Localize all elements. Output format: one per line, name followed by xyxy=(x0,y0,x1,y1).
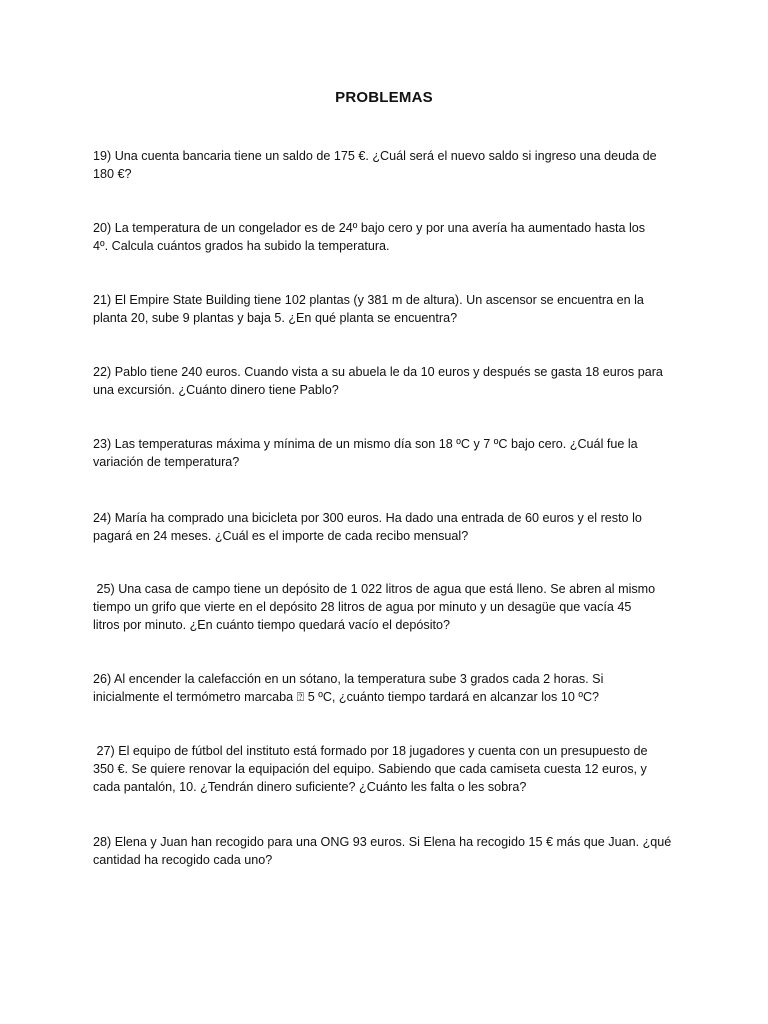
problem-line: pagará en 24 meses. ¿Cuál es el importe de cada recibo mensual? xyxy=(93,529,469,543)
problem-20 xyxy=(93,219,677,255)
page-title: PROBLEMAS xyxy=(335,89,433,106)
problem-line: cada pantalón, 10. ¿Tendrán dinero suficiente? ¿Cuánto les falta o les sobra? xyxy=(93,780,527,794)
problem-28 xyxy=(93,833,677,869)
problem-26 xyxy=(93,670,677,706)
problem-line: 26) Al encender la calefacción en un sótano, la temperatura sube 3 grados cada 2 horas. Si xyxy=(93,672,604,686)
problem-line: 23) Las temperaturas máxima y mínima de un mismo día son 18 ºC y 7 ºC bajo cero. ¿Cuál fue la xyxy=(93,437,638,451)
problem-21 xyxy=(93,291,677,327)
problem-line: 22) Pablo tiene 240 euros. Cuando vista a su abuela le da 10 euros y después se gasta 18 euros para xyxy=(93,365,663,379)
problem-25 xyxy=(93,580,677,634)
problem-line: 180 €? xyxy=(93,167,132,181)
problem-line: 21) El Empire State Building tiene 102 plantas (y 381 m de altura). Un ascensor se encuentra en la xyxy=(93,293,644,307)
problem-22 xyxy=(93,363,677,399)
problem-line: una excursión. ¿Cuánto dinero tiene Pablo? xyxy=(93,383,339,397)
problem-line: 27) El equipo de fútbol del instituto está formado por 18 jugadores y cuenta con un presupuesto de xyxy=(93,744,648,758)
problem-line: 20) La temperatura de un congelador es de 24º bajo cero y por una avería ha aumentado hasta los xyxy=(93,221,646,235)
problem-line: cantidad ha recogido cada uno? xyxy=(93,853,273,867)
problem-line: tiempo un grifo que vierte en el depósito 28 litros de agua por minuto y un desagüe que vacía 45 xyxy=(93,600,632,614)
problem-line: variación de temperatura? xyxy=(93,455,240,469)
problem-line: litros por minuto. ¿En cuánto tiempo quedará vacío el depósito? xyxy=(93,618,451,632)
problem-line: inicialmente el termómetro marcaba ⍰ 5 ºC, ¿cuánto tiempo tardará en alcanzar los 10 ºC? xyxy=(93,690,600,704)
problem-line: 25) Una casa de campo tiene un depósito de 1 022 litros de agua que está lleno. Se abren al mismo xyxy=(93,582,656,596)
problem-line: 28) Elena y Juan han recogido para una ONG 93 euros. Si Elena ha recogido 15 € más que Juan. ¿qué xyxy=(93,835,672,849)
problem-23 xyxy=(93,435,677,471)
problem-24 xyxy=(93,509,677,545)
problem-19 xyxy=(93,147,677,183)
problem-line: 4º. Calcula cuántos grados ha subido la temperatura. xyxy=(93,239,390,253)
problem-line: 24) María ha comprado una bicicleta por 300 euros. Ha dado una entrada de 60 euros y el resto lo xyxy=(93,511,642,525)
problem-line: planta 20, sube 9 plantas y baja 5. ¿En qué planta se encuentra? xyxy=(93,311,458,325)
problem-line: 19) Una cuenta bancaria tiene un saldo de 175 €. ¿Cuál será el nuevo saldo si ingreso una deuda de xyxy=(93,149,657,163)
problem-line: 350 €. Se quiere renovar la equipación del equipo. Sabiendo que cada camiseta cuesta 12 euros, y xyxy=(93,762,647,776)
problem-27 xyxy=(93,742,677,796)
